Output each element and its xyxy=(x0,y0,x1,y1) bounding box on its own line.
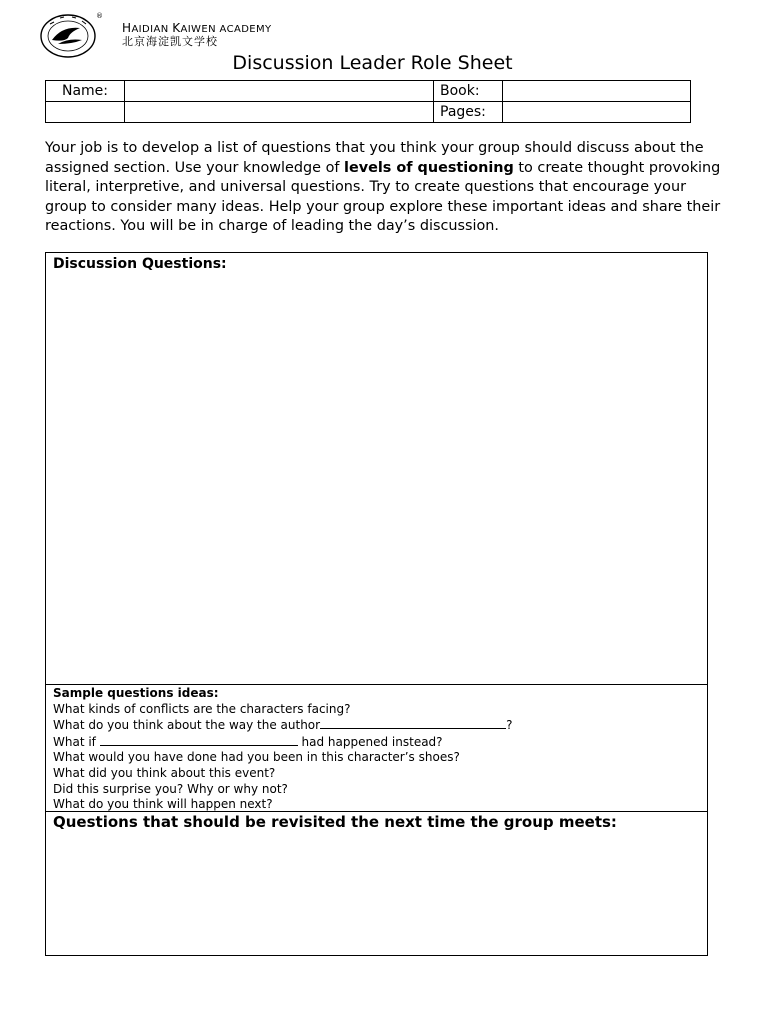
divider xyxy=(46,684,707,685)
sample-questions xyxy=(53,686,512,813)
pages-field[interactable] xyxy=(503,102,691,123)
registered-mark: ® xyxy=(96,12,103,20)
instructions-paragraph: Your job is to develop a list of questions that you think your group should discuss about the assigned section. Use your knowledge of levels of questioning to create thought provoking literal, interpretive, and universal questions. Try to create questions that encourage your group to consider many ideas. Help your group explore these important ideas and share their reactions. You will be in charge of leading the day’s discussion. xyxy=(45,140,721,234)
book-field[interactable] xyxy=(503,81,691,102)
book-label: Book: xyxy=(434,81,503,102)
sample-question: What do you think will happen next? xyxy=(53,797,273,812)
sample-question: What do you think about the way the author ? xyxy=(53,718,513,733)
info-table xyxy=(45,80,691,123)
name-label: Name: xyxy=(46,81,125,102)
school-name-cn: 北京海淀凯文学校 xyxy=(122,35,218,48)
sample-questions-heading: Sample questions ideas: xyxy=(53,686,219,700)
fill-blank xyxy=(320,717,506,729)
page-title: Discussion Leader Role Sheet xyxy=(232,52,513,74)
discussion-questions-label: Discussion Questions: xyxy=(53,256,227,272)
sample-question: What if had happened instead? xyxy=(53,734,443,749)
sample-question: What would you have done had you been in this character’s shoes? xyxy=(53,750,460,765)
school-name-en: HAIDIAN KAIWEN ACADEMY xyxy=(122,21,272,35)
empty-cell xyxy=(46,102,125,123)
sample-question: What kinds of conflicts are the characters facing? xyxy=(53,701,351,716)
questions-box xyxy=(45,252,708,956)
sample-question: Did this surprise you? Why or why not? xyxy=(53,781,288,796)
sample-question: What did you think about this event? xyxy=(53,765,276,780)
levels-of-questioning-emphasis: levels of questioning xyxy=(344,159,514,176)
fill-blank xyxy=(100,734,298,746)
empty-cell xyxy=(125,102,434,123)
name-field[interactable] xyxy=(125,81,434,102)
pages-label: Pages: xyxy=(434,102,503,123)
revisit-questions-label: Questions that should be revisited the next time the group meets: xyxy=(53,813,617,831)
divider xyxy=(46,811,707,812)
